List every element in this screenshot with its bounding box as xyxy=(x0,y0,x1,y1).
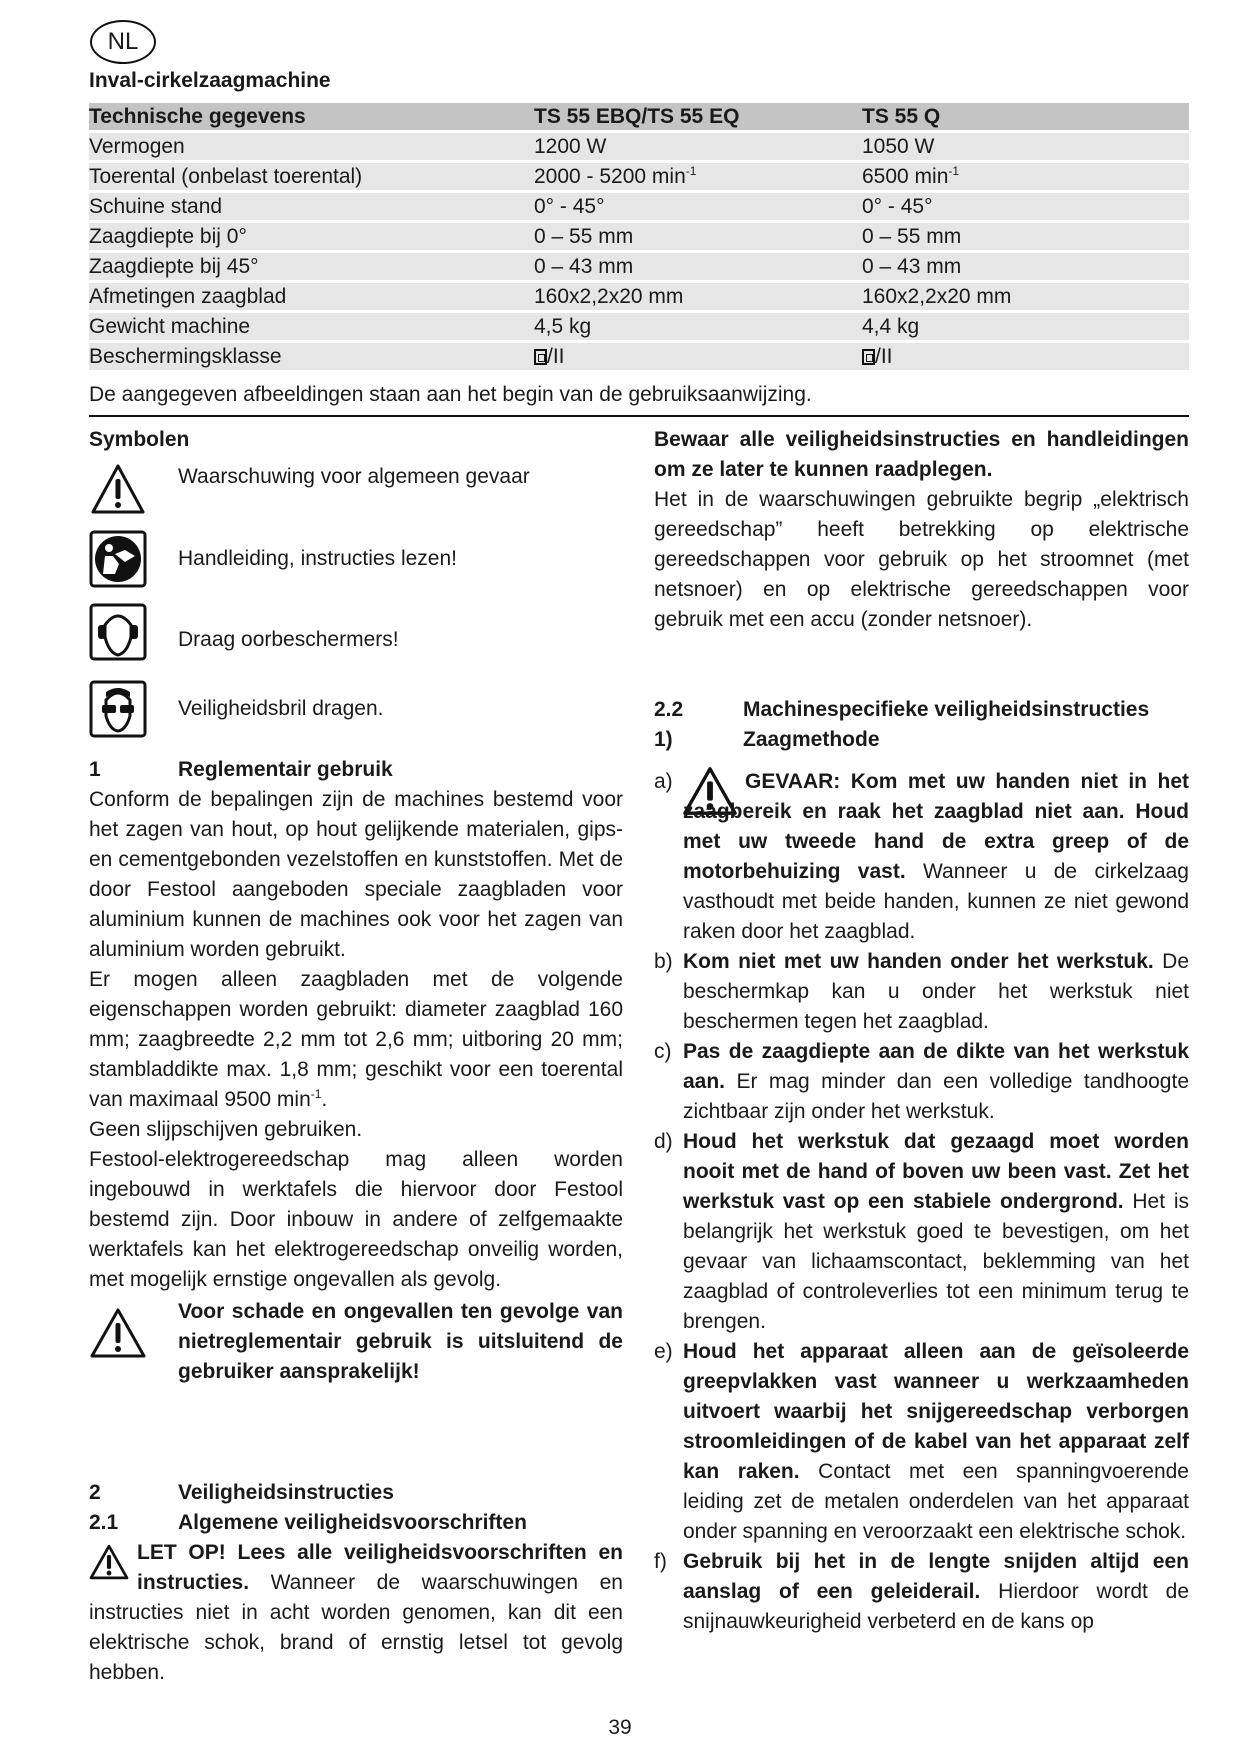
table-cell xyxy=(89,343,534,370)
warning-triangle-icon xyxy=(89,1307,147,1359)
list-item xyxy=(654,1337,1189,1547)
table-cell xyxy=(862,283,1189,310)
protection-class-icon xyxy=(862,349,875,365)
warning-text: Voor schade en ongevallen ten gevolge van nietreglementair gebruik is uitsluitend de gebruiker aansprakelijk! xyxy=(178,1300,623,1383)
table-cell xyxy=(89,163,534,190)
superscript: -1 xyxy=(310,1087,322,1101)
cell-text: 4,4 kg xyxy=(862,315,920,338)
table-row xyxy=(89,313,1189,340)
safety-glasses-icon xyxy=(89,680,147,738)
item-text: Contact met een spanningvoerende leiding zet de metalen onderdelen van het apparaat onder spanning en veroorzaakt een elektrische schok. xyxy=(683,1460,1189,1543)
cell-text: Gewicht machine xyxy=(89,315,251,338)
item-text: Wanneer u de cirkelzaag vasthoudt met beide handen, kunnen ze niet gewond raken door het zaagblad. xyxy=(683,860,1189,943)
item-text: Er mag minder dan een volledige tandhoogte zichtbaar zijn onder het werkstuk. xyxy=(683,1070,1189,1123)
section-2 xyxy=(89,1478,623,1688)
table-cell xyxy=(534,253,862,280)
symbol-label: Handleiding, instructies lezen! xyxy=(178,547,457,570)
cell-text: Vermogen xyxy=(89,135,185,158)
table-cell xyxy=(534,223,862,250)
item-text: De beschermkap kan u onder het werkstuk niet beschermen tegen het zaagblad. xyxy=(683,950,1190,1033)
table-cell xyxy=(89,283,534,310)
section-heading: Reglementair gebruik xyxy=(178,758,393,781)
paragraph: Festool-elektrogereedschap mag alleen worden ingebouwd in werktafels die hiervoor door Festool bestemd zijn. Door inbouw in andere of zelfgemaakte werktafels kan het elektrogereedschap onveilig worden, met mogelijk ernstige ongevallen als gevolg. xyxy=(89,1148,623,1291)
section-heading: Veiligheidsinstructies xyxy=(178,1481,394,1504)
table-row xyxy=(89,253,1189,280)
table-cell xyxy=(534,163,862,190)
symbol-label: Draag oorbeschermers! xyxy=(178,628,399,651)
cell-text: Zaagdiepte bij 0° xyxy=(89,225,247,248)
paragraph: Het in de waarschuwingen gebruikte begrip „elektrisch gereedschap” heeft betrekking op elektrische gereedschappen voor gebruik op het stroomnet (met netsnoer) en op elektrische gereedschappen voor gebruik met een accu (zonder netsnoer). xyxy=(654,488,1189,631)
table-cell xyxy=(862,133,1189,160)
language-badge: NL xyxy=(90,20,156,64)
protection-class-icon xyxy=(534,349,547,365)
cell-text: 1050 W xyxy=(862,135,935,158)
table-cell xyxy=(89,223,534,250)
item-letter: c) xyxy=(654,1040,672,1063)
paragraph-text: Wanneer de waarschuwingen en instructies niet in acht worden genomen, kan dit een elektrische schok, brand of ernstig letsel tot gevolg hebben. xyxy=(89,1571,623,1684)
letop-paragraph xyxy=(89,1538,623,1688)
figure-note: De aangegeven afbeeldingen staan aan het begin van de gebruiksaanwijzing. xyxy=(89,383,812,406)
table-cell xyxy=(862,253,1189,280)
cell-text: 0 – 55 mm xyxy=(534,225,634,248)
page-number: 39 xyxy=(608,1716,632,1739)
liability-warning xyxy=(89,1297,623,1387)
bold-text: Pas de zaagdiepte aan de dikte van het werkstuk aan. xyxy=(683,1040,1189,1093)
superscript: -1 xyxy=(948,164,960,178)
section-heading: Machinespecifieke veiligheidsinstructies xyxy=(743,698,1150,721)
table-cell xyxy=(89,253,534,280)
item-letter: b) xyxy=(654,950,673,973)
table-row xyxy=(89,193,1189,220)
symbol-row xyxy=(89,603,623,661)
paragraph-text: Er mogen alleen zaagbladen met de volgende eigenschappen worden gebruikt: diameter zaagblad 160 mm; zaagbreedte 2,2 mm tot 2,6 mm; uitboring 20 mm; stambladdikte max. 1,8 mm; geschikt voor een toerental van maximaal 9500 min xyxy=(89,968,623,1111)
spec-table xyxy=(89,100,1189,373)
symbol-row xyxy=(89,680,623,738)
cell-text: 0 – 43 mm xyxy=(534,255,634,278)
table-cell xyxy=(89,313,534,340)
table-cell xyxy=(862,193,1189,220)
bold-text: Houd het apparaat alleen aan de geïsoleerde greepvlakken vast wanneer u werkzaamheden uitvoert waarbij het snijgereedschap verborgen stroomleidingen of de kabel van het apparaat zelf kan raken. xyxy=(683,1340,1189,1483)
cell-text: Zaagdiepte bij 45° xyxy=(89,255,259,278)
section-number: 1) xyxy=(654,728,673,751)
symbol-label: Waarschuwing voor algemeen gevaar xyxy=(178,465,530,488)
item-text: Het is belangrijk het werkstuk goed te bevestigen, om het gevaar van lichaamscontact, beklemming van het zaagblad of controleverlies tot een minimum terug te brengen. xyxy=(683,1190,1190,1333)
cell-text: 160x2,2x20 mm xyxy=(862,285,1012,308)
section-number: 1 xyxy=(89,758,101,781)
cell-text: /II xyxy=(875,345,893,368)
cell-text: /II xyxy=(547,345,565,368)
section-heading: Zaagmethode xyxy=(743,728,880,751)
bold-text: LET OP! Lees alle veiligheidsvoorschriften en instructies. xyxy=(137,1541,623,1594)
table-cell xyxy=(534,133,862,160)
item-letter: f) xyxy=(654,1550,667,1573)
item-text: Hierdoor wordt de snijnauwkeurigheid verbeterd en de kans op xyxy=(683,1580,1189,1633)
section-1 xyxy=(89,755,623,1387)
paragraph: Conform de bepalingen zijn de machines bestemd voor het zagen van hout, op hout gelijkende materialen, gips- en cementgebonden vezelstoffen en kunststoffen. Met de door Festool aangeboden speciale zaagbladen voor aluminium kunnen de machines ook voor het zagen van aluminium worden gebruikt. xyxy=(89,788,623,961)
paragraph: Geen slijpschijven gebruiken. xyxy=(89,1118,363,1141)
table-cell xyxy=(862,313,1189,340)
product-title: Inval-cirkelzaagmachine xyxy=(89,69,331,92)
superscript: -1 xyxy=(685,164,697,178)
table-cell xyxy=(534,193,862,220)
table-row xyxy=(89,223,1189,250)
table-row xyxy=(89,133,1189,160)
list-item xyxy=(654,947,1189,1037)
read-manual-icon xyxy=(89,530,147,588)
table-cell xyxy=(534,283,862,310)
cell-text: 0 – 43 mm xyxy=(862,255,962,278)
item-letter: d) xyxy=(654,1130,673,1153)
table-cell xyxy=(534,313,862,340)
cell-text: 4,5 kg xyxy=(534,315,592,338)
list-item xyxy=(654,1037,1189,1127)
item-letter: a) xyxy=(654,770,673,793)
list-item xyxy=(654,1127,1189,1337)
bold-text: Kom niet met uw handen onder het werkstuk. xyxy=(683,950,1154,973)
cell-text: 2000 - 5200 min xyxy=(534,165,686,188)
cell-text: Beschermingsklasse xyxy=(89,345,282,368)
table-cell xyxy=(862,163,1189,190)
section-2-2 xyxy=(654,695,1189,1637)
table-cell xyxy=(89,133,534,160)
paragraph-text: . xyxy=(321,1088,328,1111)
bold-text: Bewaar alle veiligheidsinstructies en handleidingen om ze later te kunnen raadplegen. xyxy=(654,428,1189,481)
symbol-label: Veiligheidsbril dragen. xyxy=(178,697,384,720)
section-number: 2.1 xyxy=(89,1511,119,1534)
bold-text: Houd het werkstuk dat gezaagd moet worden nooit met de hand of boven uw been vast. Zet het werkstuk vast op een stabiele ondergrond. xyxy=(683,1130,1189,1213)
item-letter: e) xyxy=(654,1340,673,1363)
symbols-heading: Symbolen xyxy=(89,428,190,451)
bold-text: GEVAAR: Kom met uw handen niet in het zaagbereik en raak het zaagblad niet aan. Houd met uw tweede hand de extra greep of de motorbehuizing vast. xyxy=(683,770,1189,883)
symbol-row xyxy=(89,460,623,518)
table-cell xyxy=(534,343,862,370)
cell-text: 0° - 45° xyxy=(534,195,605,218)
cell-text: 0 – 55 mm xyxy=(862,225,962,248)
ear-protection-icon xyxy=(89,603,147,661)
section-number: 2 xyxy=(89,1481,101,1504)
table-row xyxy=(89,343,1189,370)
table-cell xyxy=(862,343,1189,370)
table-cell xyxy=(89,193,534,220)
warning-triangle-icon xyxy=(89,460,147,518)
table-row xyxy=(89,283,1189,310)
cell-text: 1200 W xyxy=(534,135,607,158)
table-header: Technische gegevens xyxy=(89,103,534,130)
table-cell xyxy=(862,223,1189,250)
paragraph xyxy=(89,965,623,1115)
cell-text: 160x2,2x20 mm xyxy=(534,285,684,308)
cell-text: Afmetingen zaagblad xyxy=(89,285,287,308)
symbol-row xyxy=(89,530,623,588)
table-header: TS 55 EBQ/TS 55 EQ xyxy=(534,103,862,130)
list-item xyxy=(654,767,1189,947)
bold-text: Gebruik bij het in de lengte snijden altijd een aanslag of een geleiderail. xyxy=(683,1550,1189,1603)
cell-text: 6500 min xyxy=(862,165,949,188)
warning-triangle-icon xyxy=(89,1542,129,1582)
section-heading: Algemene veiligheidsvoorschriften xyxy=(178,1511,527,1534)
table-header-row xyxy=(89,103,1189,130)
cell-text: Schuine stand xyxy=(89,195,223,218)
cell-text: Toerental (onbelast toerental) xyxy=(89,165,363,188)
cell-text: 0° - 45° xyxy=(862,195,933,218)
divider xyxy=(89,415,1189,417)
table-row xyxy=(89,163,1189,190)
section-number: 2.2 xyxy=(654,698,684,721)
table-header: TS 55 Q xyxy=(862,103,1189,130)
keep-instructions xyxy=(654,425,1189,635)
list-item xyxy=(654,1547,1189,1637)
